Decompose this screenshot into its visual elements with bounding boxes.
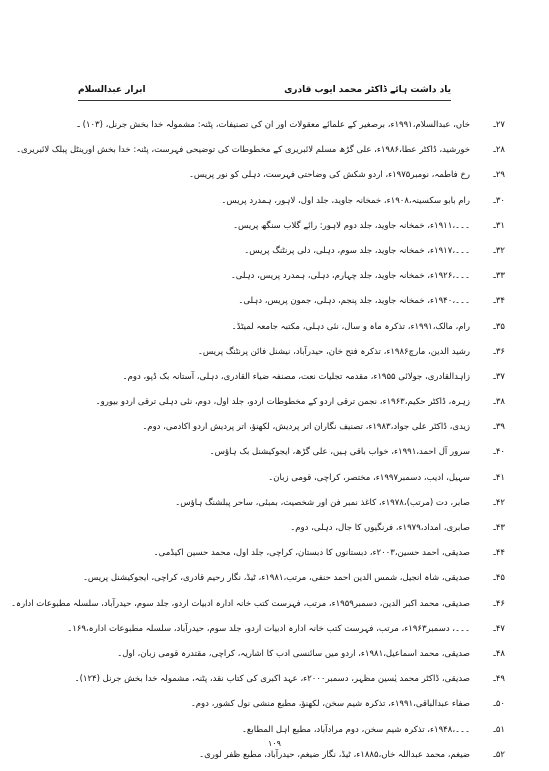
entry-text: زاہدالقادری، جولائی ۱۹۵۵ء، مقدمہ تجلیات نعت، مصنفہ ضیاء القادری، دہلی، آستانہ بک ڈپو، دوم۔ bbox=[122, 371, 470, 382]
bibliography-entry bbox=[80, 494, 505, 519]
entry-text: صدیقی، احمد حسین،۲۰۰۳ء، دبستانوں کا دبستان، کراچی، جلد اول، محمد حسین اکیڈمی۔ bbox=[153, 548, 470, 559]
entry-text: زیدی، ڈاکٹر علی جواد،۱۹۸۳ء، تصنیف نگاران اتر پردیش، لکھنؤ، اتر پردیش اردو اکادمی، دوم۔ bbox=[142, 422, 470, 433]
bibliography-entry bbox=[80, 746, 505, 771]
bibliography-entry bbox=[80, 569, 505, 594]
entry-text: ۔۔۔، دسمبر۱۹۶۳ء، مرتب، فہرست کتب خانہ ادارہ ادبیات اردو، جلد سوم، حیدرآباد، سلسلہ مطبوعات ادارہ،۱۶۹۔ bbox=[67, 623, 470, 634]
entry-number: ۲۹ـ bbox=[493, 170, 505, 181]
bibliography-entry bbox=[67, 620, 505, 645]
entry-number: ۵۱ـ bbox=[493, 724, 505, 735]
running-header bbox=[78, 82, 451, 98]
bibliography-entry bbox=[80, 192, 505, 217]
entry-number: ۴۰ـ bbox=[493, 447, 505, 458]
bibliography-entry bbox=[80, 267, 505, 292]
bibliography-entry bbox=[80, 343, 505, 368]
bibliography-entry bbox=[16, 141, 505, 166]
bibliography-entry bbox=[80, 368, 505, 393]
entry-number: ۳۴ـ bbox=[493, 296, 505, 307]
entry-number: ۳۶ـ bbox=[493, 346, 505, 357]
entry-text: ۔۔۔،۱۹۱۱ء، خمخانہ جاوید، جلد دوم لاہور: رائے گلاب سنگھ پریس۔ bbox=[233, 220, 470, 231]
entry-text: رخ فاطمہ، نومبر۱۹۷۵ء، اردو شکش کی وضاحتی فہرست، دہلی کو نور پریس۔ bbox=[188, 170, 470, 181]
bibliography-entry bbox=[80, 443, 505, 468]
entry-text: ۔۔۔،۱۹۱۷ء، خمخانہ جاوید، جلد سوم، دہلی، دلی پرنٹنگ پریس۔ bbox=[244, 245, 470, 256]
entry-text: خورشید، ڈاکٹر عطا،۱۹۸۶ء، علی گڑھ مسلم لائبریری کے مخطوطات کی توضیحی فہرست، پٹنہ: خدا بخش اورینٹل پبلک لائبریری۔ bbox=[16, 145, 470, 156]
bibliography-entry bbox=[80, 217, 505, 242]
entry-text: صابری، امداد،۱۹۷۹ء، فرنگیوں کا جال، دہلی، دوم۔ bbox=[290, 523, 470, 533]
entry-number: ۳۱ـ bbox=[493, 220, 505, 231]
entry-text: زہرہ، ڈاکٹر حکیم،۱۹۶۳ء، نجمن ترقی اردو کے مخطوطات اردو، جلد اول، دوم، نئی دہلی ترقی اردو بیورو۔ bbox=[95, 397, 470, 408]
page-number: ۱۰۹ bbox=[268, 739, 281, 748]
entry-number: ۵۲ـ bbox=[493, 749, 505, 760]
bibliography-entry bbox=[80, 519, 505, 544]
entry-number: ۳۵ـ bbox=[493, 321, 505, 332]
entry-text: ۔۔۔،۱۹۴۰ء، خمخانہ جاوید، جلد پنجم، دہلی، جمون پریس، دہلی۔ bbox=[238, 296, 470, 307]
entry-number: ۴۷ـ bbox=[493, 623, 505, 634]
entry-text: سرور آل احمد،۱۹۹۱ء، خواب باقی ہیں، علی گڑھ، ایجوکیشنل بک ہاؤس۔ bbox=[209, 447, 470, 458]
bibliography-list bbox=[11, 116, 505, 771]
entry-text: ۔۔۔،۱۹۲۶ء، خمخانہ جاوید، جلد چہارم، دہلی، ہمدرد پریس، دہلی۔ bbox=[230, 271, 470, 282]
entry-text: صدیقی، شاہ انجیل، شمس الدین احمد حنفی، مرتب،۱۹۸۱ء، ٹیڈ، نگار رحیم قادری، کراچی، ایجوکیشنل پریس۔ bbox=[82, 573, 470, 584]
entry-number: ۴۵ـ bbox=[493, 573, 505, 584]
entry-number: ۳۰ـ bbox=[493, 195, 505, 206]
bibliography-entry bbox=[74, 670, 505, 695]
bibliography-entry bbox=[11, 595, 505, 620]
entry-text: خاں، عبدالسلام،۱۹۹۱ء، برصغیر کے علمائے معقولات اور ان کی تصنیفات، پٹنہ: مشمولہ خدا بخش جرنل، (۱۰۳) ـ bbox=[77, 120, 470, 130]
bibliography-entry bbox=[80, 645, 505, 670]
entry-text: رشید الدین، مارچ۱۹۸۶ء، تذکرہ فتح خان، حیدرآباد، نیشنل فائن پرنٹنگ پریس۔ bbox=[197, 346, 470, 357]
entry-text: صدیقی، ڈاکٹر محمد یٰسین مظہر، دسمبر۲۰۰۰ء، عہد اکبری کی کتاب نقد، پٹنہ، مشمولہ خدا بخش جرنل (۱۲۴)۔ bbox=[74, 674, 470, 685]
entry-text: رام، مالک،۱۹۹۱ء، تذکرہ ماہ و سال، نئی دہلی، مکتبہ جامعہ لمیٹڈ۔ bbox=[231, 321, 470, 332]
entry-text: صفاء عبدالباقی،۱۹۹۱ء، تذکرہ شیم سخن، لکھنؤ، مطبع منشی نول کشور، دوم۔ bbox=[190, 699, 470, 710]
entry-number: ۵۰ـ bbox=[493, 699, 505, 710]
entry-text: ضیغم، محمد عبداللہ خاں،۱۸۸۵ء، ٹیڈ، نگار ضیغم، حیدرآباد، مطبع ظفر لوری۔ bbox=[199, 749, 470, 760]
bibliography-entry bbox=[80, 166, 505, 191]
bibliography-entry bbox=[80, 544, 505, 569]
bibliography-entry bbox=[80, 242, 505, 267]
entry-number: ۲۸ـ bbox=[493, 145, 505, 156]
header-left-title: ابرار عبدالسلام bbox=[78, 85, 146, 95]
bibliography-entry bbox=[80, 292, 505, 317]
entry-number: ۳۳ـ bbox=[493, 271, 505, 282]
entry-number: ۴۲ـ bbox=[493, 497, 505, 508]
bibliography-entry bbox=[80, 695, 505, 720]
entry-text: صابر، دت (مرتب)،۱۹۷۸ء، کاغذ نمبر فن اور شخصیت، بمبئی، ساحر پبلشنگ ہاؤس۔ bbox=[175, 497, 470, 508]
entry-number: ۴۳ـ bbox=[493, 523, 505, 533]
entry-text: سہیل، ادیب، دسمبر۱۹۹۷ء، مختصر، کراچی، قومی زبان۔ bbox=[268, 472, 470, 483]
entry-number: ۳۷ـ bbox=[493, 371, 505, 382]
bibliography-entry bbox=[80, 469, 505, 494]
entry-number: ۴۴ـ bbox=[493, 548, 505, 559]
entry-text: ۔۔۔،۱۹۴۸ء، تذکرہ شیم سخن، دوم مرادآباد، مطبع اہل المطابع۔ bbox=[241, 724, 470, 735]
bibliography-entry bbox=[80, 318, 505, 343]
entry-number: ۳۹ـ bbox=[493, 422, 505, 433]
bibliography-entry bbox=[80, 393, 505, 418]
bibliography-entry bbox=[80, 418, 505, 443]
entry-text: صدیقی، محمد اسماعیل،۱۹۸۱ء، اردو میں سائنسی ادب کا اشاریہ، کراچی، مقتدرہ قومی زبان، اول۔ bbox=[117, 648, 470, 659]
header-right-title: یاد داشت ہائے ڈاکٹر محمد ایوب قادری bbox=[284, 85, 451, 95]
bibliography-entry bbox=[77, 116, 505, 141]
entry-number: ۳۸ـ bbox=[493, 397, 505, 408]
header-divider bbox=[78, 100, 451, 101]
entry-number: ۴۸ـ bbox=[493, 648, 505, 659]
entry-number: ۳۲ـ bbox=[493, 245, 505, 256]
entry-number: ۴۶ـ bbox=[493, 598, 505, 609]
entry-number: ۴۱ـ bbox=[493, 472, 505, 483]
entry-text: صدیقی، محمد اکبر الدین، دسمبر۱۹۵۹ء، مرتب، فہرست کتب خانہ ادارہ ادبیات اردو، جلد سوم، حیدرآباد، سلسلہ مطبوعات ادارہ۔ bbox=[11, 598, 470, 609]
entry-number: ۲۷ـ bbox=[493, 120, 505, 130]
entry-number: ۴۹ـ bbox=[493, 674, 505, 685]
entry-text: رام بابو سکسینہ،۱۹۰۸ء، خمخانہ جاوید، جلد اول، لاہور، ہمدرد پریس۔ bbox=[221, 195, 470, 206]
